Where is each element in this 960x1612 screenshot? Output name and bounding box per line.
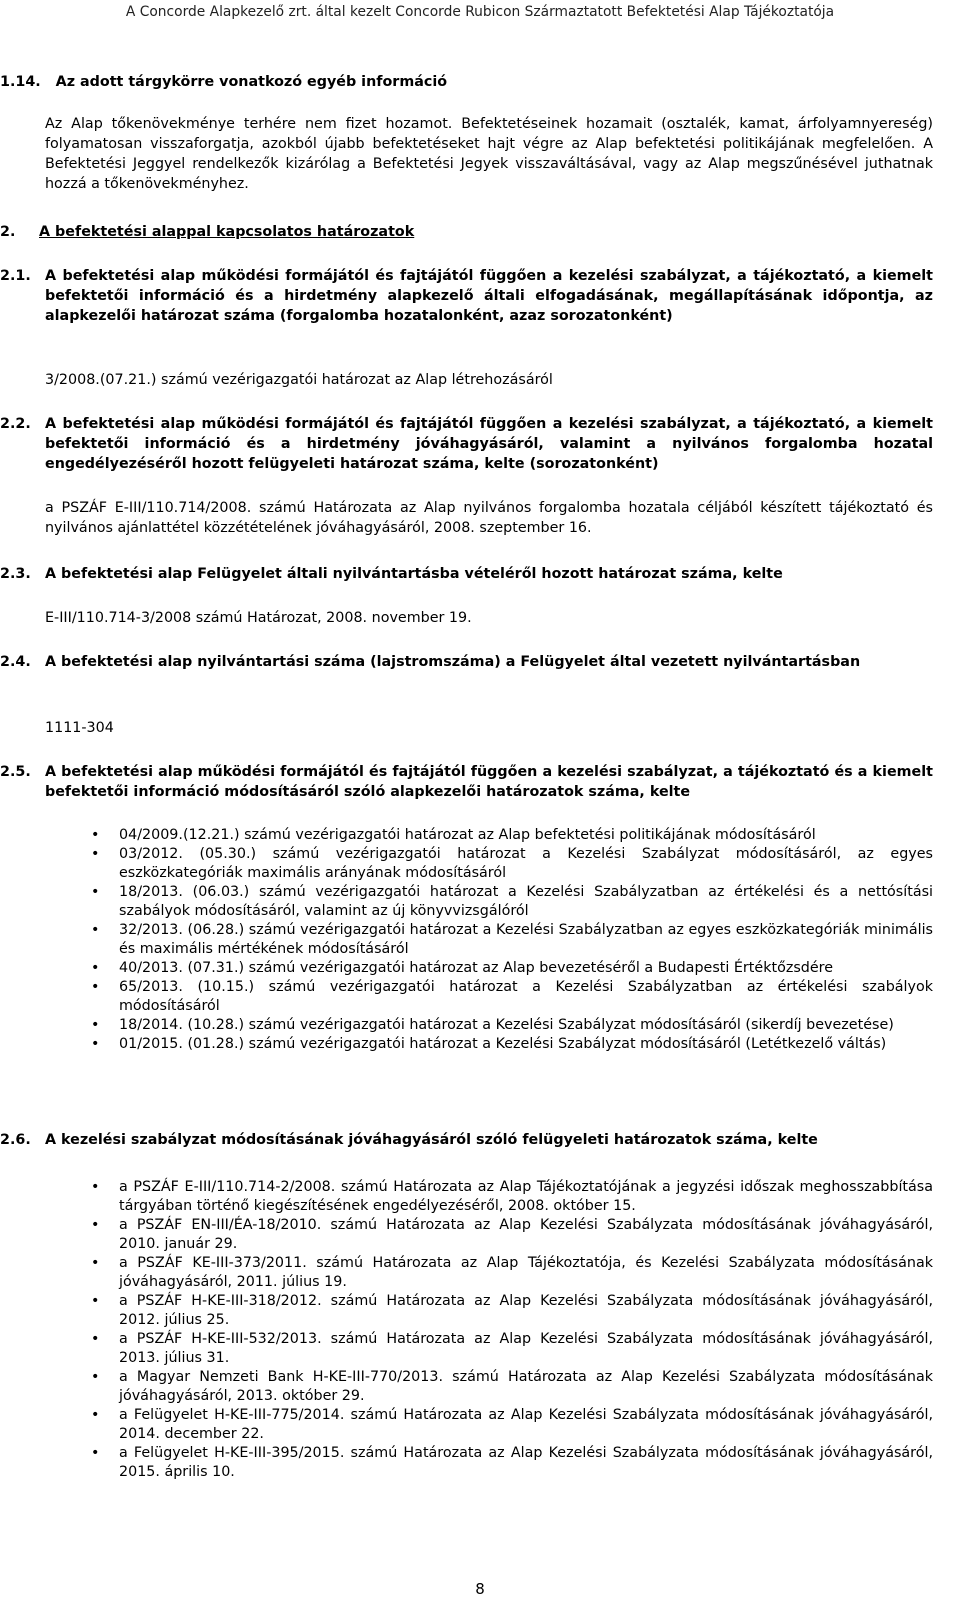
list-item: • a PSZÁF H-KE-III-532/2013. számú Határozata az Alap Kezelési Szabályzata módosításának jóváhagyásáról, 2013. július 31.	[91, 1331, 933, 1366]
bullet-icon: •	[91, 922, 100, 938]
bullet-icon: •	[91, 1445, 100, 1461]
list-item: • 04/2009.(12.21.) számú vezérigazgatói határozat az Alap befektetési politikájának módosításáról	[91, 827, 816, 843]
bullet-icon: •	[91, 846, 100, 862]
list-item: • a PSZÁF EN-III/ÉA-18/2010. számú Határozata az Alap Kezelési Szabályzata módosításának jóváhagyásáról, 2010. január 29.	[91, 1217, 933, 1252]
list-item: • 03/2012. (05.30.) számú vezérigazgatói határozat a Kezelési Szabályzat módosításáról, az egyes eszközkategóriák maximális arányának módosításáról	[91, 846, 933, 881]
bullet-icon: •	[91, 1407, 100, 1423]
section-2-1-text: 3/2008.(07.21.) számú vezérigazgatói határozat az Alap létrehozásáról	[45, 372, 553, 388]
bullet-icon: •	[91, 1369, 100, 1385]
section-2-6-list	[87, 1178, 933, 1482]
section-2-5-heading: A befektetési alap működési formájától és fajtájától függően a kezelési szabályzat, a tájékoztató és a kiemelt befektetői információ módosításáról szóló alapkezelői határozatok száma, kelte	[45, 764, 933, 800]
list-item: • 40/2013. (07.31.) számú vezérigazgatói határozat az Alap bevezetéséről a Budapesti Értéktőzsdére	[91, 960, 834, 976]
section-2-2-text: a PSZÁF E-III/110.714/2008. számú Határozata az Alap nyilvános forgalomba hozatala céljából készített tájékoztató és nyilvános ajánlattétel közzétételének jóváhagyásáról, 2008. szeptember 16.	[45, 500, 933, 536]
section-2-4-heading: A befektetési alap nyilvántartási száma (lajstromszáma) a Felügyelet által vezetett nyilvántartásban	[45, 654, 861, 670]
section-2-4-number: 2.4.	[0, 654, 31, 670]
section-2-3-text: E-III/110.714-3/2008 számú Határozat, 2008. november 19.	[45, 610, 472, 626]
bullet-icon: •	[91, 1217, 100, 1233]
bullet-icon: •	[91, 1179, 100, 1195]
section-2-6-number: 2.6.	[0, 1132, 31, 1148]
bullet-icon: •	[91, 960, 100, 976]
bullet-icon: •	[91, 884, 100, 900]
list-item: • a Felügyelet H-KE-III-775/2014. számú Határozata az Alap Kezelési Szabályzata módosításának jóváhagyásáról, 2014. december 22.	[91, 1407, 933, 1442]
list-item: • a Magyar Nemzeti Bank H-KE-III-770/2013. számú Határozata az Alap Kezelési Szabályzata módosításának jóváhagyásáról, 2013. október 29.	[91, 1369, 933, 1404]
section-2-5-list	[87, 826, 933, 1054]
section-2-4-text: 1111-304	[45, 720, 114, 736]
section-2-3-heading: A befektetési alap Felügyelet általi nyilvántartásba vételéről hozott határozat száma, kelte	[45, 566, 783, 582]
bullet-icon: •	[91, 1036, 100, 1052]
bullet-icon: •	[91, 1293, 100, 1309]
bullet-icon: •	[91, 1255, 100, 1271]
list-item: • 65/2013. (10.15.) számú vezérigazgatói határozat a Kezelési Szabályzatban az értékelési szabályok módosításáról	[91, 979, 933, 1014]
page-header: A Concorde Alapkezelő zrt. által kezelt Concorde Rubicon Származtatott Befektetési Alap Tájékoztatója	[125, 4, 835, 20]
section-2-5-number: 2.5.	[0, 764, 31, 780]
bullet-icon: •	[91, 979, 100, 995]
list-item: • 01/2015. (01.28.) számú vezérigazgatói határozat a Kezelési Szabályzat módosításáról (Letétkezelő váltás)	[91, 1036, 887, 1052]
list-item: • 18/2014. (10.28.) számú vezérigazgatói határozat a Kezelési Szabályzat módosításáról (sikerdíj bevezetése)	[91, 1017, 894, 1033]
section-2-6-heading: A kezelési szabályzat módosításának jóváhagyásáról szóló felügyeleti határozatok száma, kelte	[45, 1132, 818, 1148]
section-2-3-number: 2.3.	[0, 566, 31, 582]
page-number: 8	[475, 1580, 485, 1598]
list-item: • a PSZÁF E-III/110.714-2/2008. számú Határozata az Alap Tájékoztatójának a jegyzési időszak meghosszabbítása tárgyában történő kiegészítésének engedélyezéséről, 2008. október 15.	[91, 1179, 933, 1214]
section-2-heading: A befektetési alappal kapcsolatos határozatok	[39, 224, 415, 240]
list-item: • a Felügyelet H-KE-III-395/2015. számú Határozata az Alap Kezelési Szabályzata módosításának jóváhagyásáról, 2015. április 10.	[91, 1445, 933, 1480]
list-item: • 18/2013. (06.03.) számú vezérigazgatói határozat a Kezelési Szabályzatban az értékelési és a nettósítási szabályok módosításáról, valamint az új könyvvizsgálóról	[91, 884, 933, 919]
section-2-1-number: 2.1.	[0, 268, 31, 284]
section-1-14-heading: 1.14. Az adott tárgykörre vonatkozó egyéb információ	[0, 74, 448, 90]
section-2-2-heading: A befektetési alap működési formájától és fajtájától függően a kezelési szabályzat, a tájékoztató, a kiemelt befektetői információ és a hirdetmény jóváhagyásáról, valamint a nyilvános forgalomba hozatal engedélyezéséről hozott felügyeleti határozat száma, kelte (sorozatonként)	[45, 416, 933, 472]
section-2-2-number: 2.2.	[0, 416, 31, 432]
bullet-icon: •	[91, 1331, 100, 1347]
list-item: • 32/2013. (06.28.) számú vezérigazgatói határozat a Kezelési Szabályzatban az egyes eszközkategóriák minimális és maximális mértékének módosításáról	[91, 922, 933, 957]
list-item: • a PSZÁF H-KE-III-318/2012. számú Határozata az Alap Kezelési Szabályzata módosításának jóváhagyásáról, 2012. július 25.	[91, 1293, 933, 1328]
bullet-icon: •	[91, 827, 100, 843]
bullet-icon: •	[91, 1017, 100, 1033]
section-2-number: 2.	[0, 224, 16, 240]
list-item: • a PSZÁF KE-III-373/2011. számú Határozata az Alap Tájékoztatója, és Kezelési Szabályzata módosításának jóváhagyásáról, 2011. július 19.	[91, 1255, 933, 1290]
section-2-1-heading: A befektetési alap működési formájától és fajtájától függően a kezelési szabályzat, a tájékoztató, a kiemelt befektetői információ és a hirdetmény alapkezelő általi elfogadásának, megállapításának időpontja, az alapkezelői határozat száma (forgalomba hozatalonként, azaz sorozatonként)	[45, 268, 933, 324]
section-1-14-text: Az Alap tőkenövekménye terhére nem fizet hozamot. Befektetéseinek hozamait (osztalék, kamat, árfolyamnyereség) folyamatosan visszaforgatja, azokból újabb befektetéseket hajt végre az Alap befektetési politikájának megfelelően. A Befektetési Jeggyel rendelkezők kizárólag a Befektetési Jegyek visszaváltásával, vagy az Alap megszűnésével juthatnak hozzá a tőkenövekményhez.	[45, 116, 933, 192]
